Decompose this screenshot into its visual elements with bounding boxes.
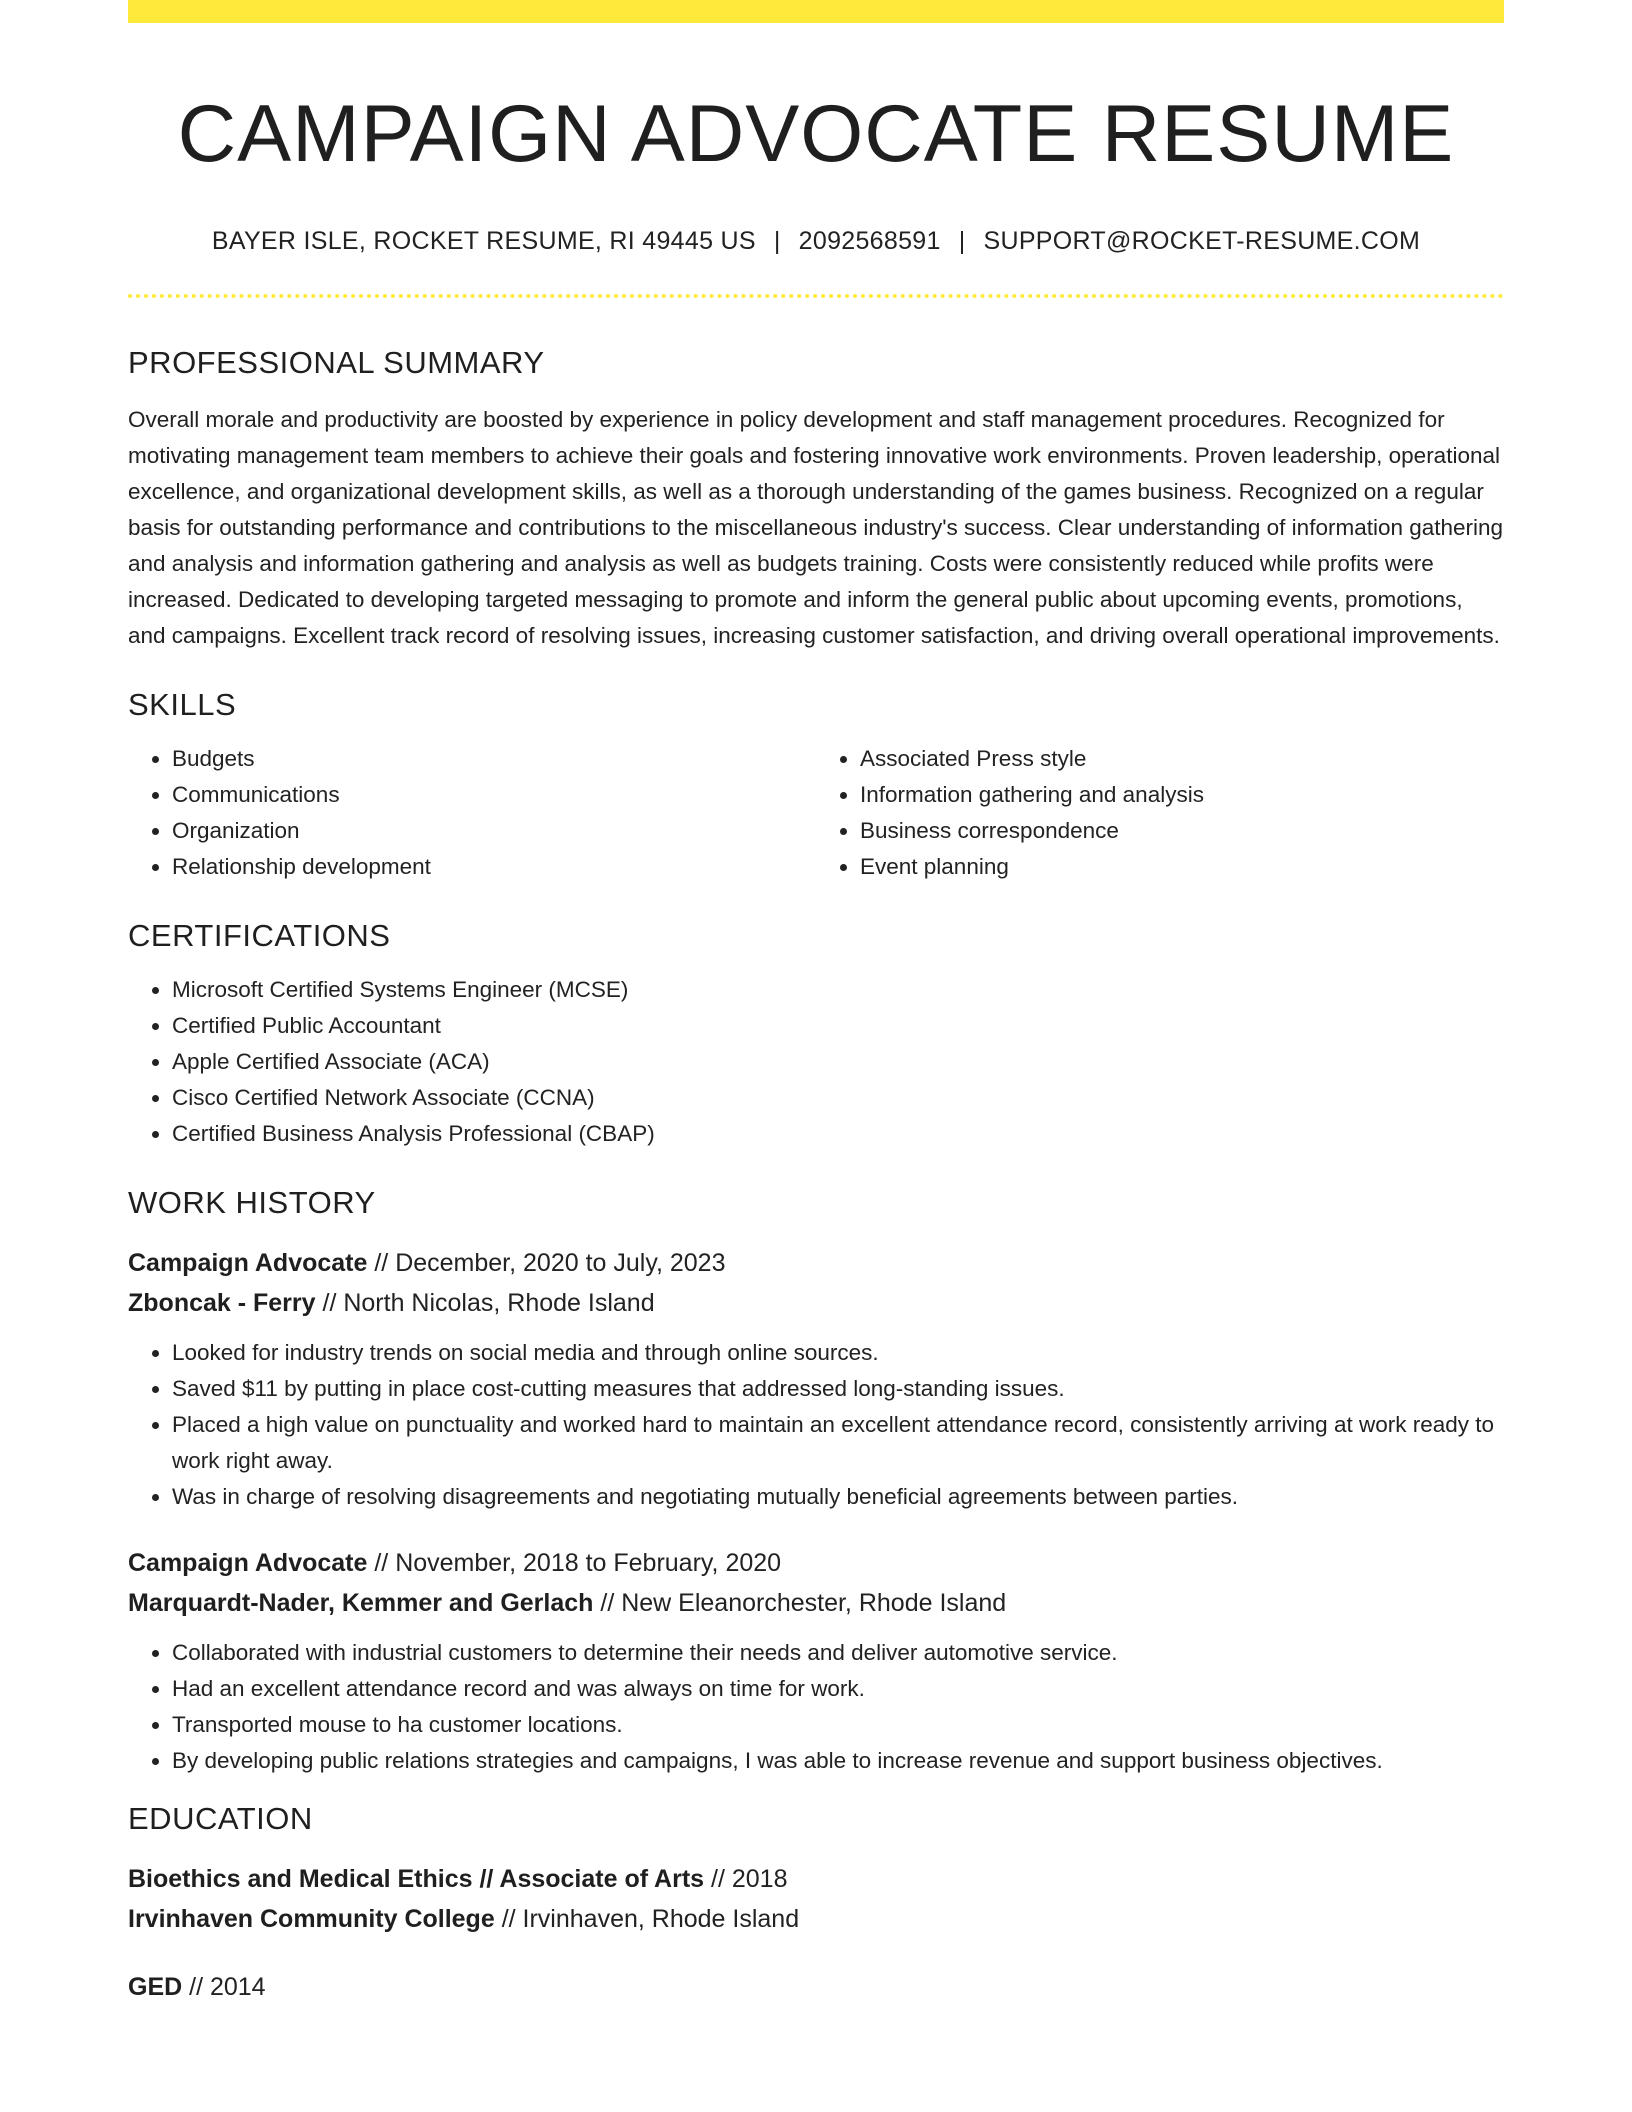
resume-title: CAMPAIGN ADVOCATE RESUME [177, 89, 1455, 179]
job-entry [128, 1543, 1504, 1779]
top-accent-bar [128, 0, 1504, 23]
certification-item: • Apple Certified Associate (ACA) [172, 1044, 1504, 1080]
job-bullet: • Transported mouse to ha customer locations. [172, 1707, 1504, 1743]
job-role: Campaign Advocate [128, 1549, 368, 1578]
skill-item: • Information gathering and analysis [860, 777, 1504, 813]
contact-separator: | [958, 227, 966, 256]
job-entry [128, 1243, 1504, 1515]
education-entry [128, 1859, 1504, 1939]
contact-email: SUPPORT@ROCKET-RESUME.COM [983, 227, 1421, 256]
education-year: // 2018 [704, 1865, 788, 1894]
job-title-line [128, 1543, 1504, 1583]
certification-item: • Certified Public Accountant [172, 1008, 1504, 1044]
skills-list [128, 741, 1504, 885]
job-bullet: • Placed a high value on punctuality and worked hard to maintain an excellent attendance record, consistently arriving at work ready to work right away. [172, 1407, 1504, 1479]
section-title-certifications: CERTIFICATIONS [128, 918, 391, 954]
certification-item: • Certified Business Analysis Professional (CBAP) [172, 1116, 1504, 1152]
education-degree-line [128, 1967, 1504, 2007]
job-bullet: • By developing public relations strategies and campaigns, I was able to increase revenue and support business objectives. [172, 1743, 1504, 1779]
job-bullets [128, 1335, 1504, 1515]
section-title-skills: SKILLS [128, 687, 237, 723]
certification-item: • Microsoft Certified Systems Engineer (MCSE) [172, 972, 1504, 1008]
contact-separator: | [773, 227, 781, 256]
certifications-list [128, 972, 1504, 1152]
job-company-line [128, 1583, 1504, 1623]
skill-item: • Relationship development [172, 849, 816, 885]
education-degree-line [128, 1859, 1504, 1899]
skills-column-left [128, 741, 816, 885]
job-location: // New Eleanorchester, Rhode Island [593, 1589, 1007, 1618]
resume-page [128, 0, 1504, 2007]
job-bullets [128, 1635, 1504, 1779]
education-school-line [128, 1899, 1504, 1939]
certification-item: • Cisco Certified Network Associate (CCNA) [172, 1080, 1504, 1116]
section-title-work-history: WORK HISTORY [128, 1185, 376, 1221]
job-location: // North Nicolas, Rhode Island [315, 1289, 655, 1318]
job-bullet: • Collaborated with industrial customers to determine their needs and deliver automotive service. [172, 1635, 1504, 1671]
education-degree: Bioethics and Medical Ethics // Associate of Arts [128, 1865, 705, 1894]
section-title-summary: PROFESSIONAL SUMMARY [128, 345, 545, 381]
education-school: Irvinhaven Community College [128, 1905, 495, 1934]
job-dates: // December, 2020 to July, 2023 [367, 1249, 726, 1278]
skills-column-right [816, 741, 1504, 885]
education-entry [128, 1967, 1504, 2007]
skill-item: • Event planning [860, 849, 1504, 885]
education-year: // 2014 [182, 1973, 266, 2002]
education-degree: GED [128, 1973, 183, 2002]
job-company: Marquardt-Nader, Kemmer and Gerlach [128, 1589, 594, 1618]
contact-address: BAYER ISLE, ROCKET RESUME, RI 49445 US [211, 227, 756, 256]
education-location: // Irvinhaven, Rhode Island [494, 1905, 800, 1934]
skill-item: • Communications [172, 777, 816, 813]
job-role: Campaign Advocate [128, 1249, 368, 1278]
contact-phone: 2092568591 [798, 227, 941, 256]
dotted-divider [128, 294, 1504, 298]
job-dates: // November, 2018 to February, 2020 [367, 1549, 782, 1578]
job-company-line [128, 1283, 1504, 1323]
summary-text: Overall morale and productivity are boosted by experience in policy development and staff management procedures. Recognized for motivating management team members to achieve their goals and fostering innovative work environments. Proven leadership, operational excellence, and organizational development skills, as well as a thorough understanding of the games business. Recognized on a regular basis for outstanding performance and contributions to the miscellaneous industry's success. Clear understanding of information gathering and analysis and information gathering and analysis as well as budgets training. Costs were consistently reduced while profits were increased. Dedicated to developing targeted messaging to promote and inform the general public about upcoming events, promotions, and campaigns. Excellent track record of resolving issues, increasing customer satisfaction, and driving overall operational improvements. [128, 407, 1504, 649]
skill-item: • Business correspondence [860, 813, 1504, 849]
job-bullet: • Saved $11 by putting in place cost-cutting measures that addressed long-standing issues. [172, 1371, 1504, 1407]
job-company: Zboncak - Ferry [128, 1289, 316, 1318]
skill-item: • Organization [172, 813, 816, 849]
job-bullet: • Was in charge of resolving disagreements and negotiating mutually beneficial agreements between parties. [172, 1479, 1504, 1515]
job-bullet: • Had an excellent attendance record and was always on time for work. [172, 1671, 1504, 1707]
skill-item: • Associated Press style [860, 741, 1504, 777]
job-title-line [128, 1243, 1504, 1283]
section-title-education: EDUCATION [128, 1801, 313, 1837]
contact-line [128, 227, 1504, 256]
job-bullet: • Looked for industry trends on social media and through online sources. [172, 1335, 1504, 1371]
skill-item: • Budgets [172, 741, 816, 777]
